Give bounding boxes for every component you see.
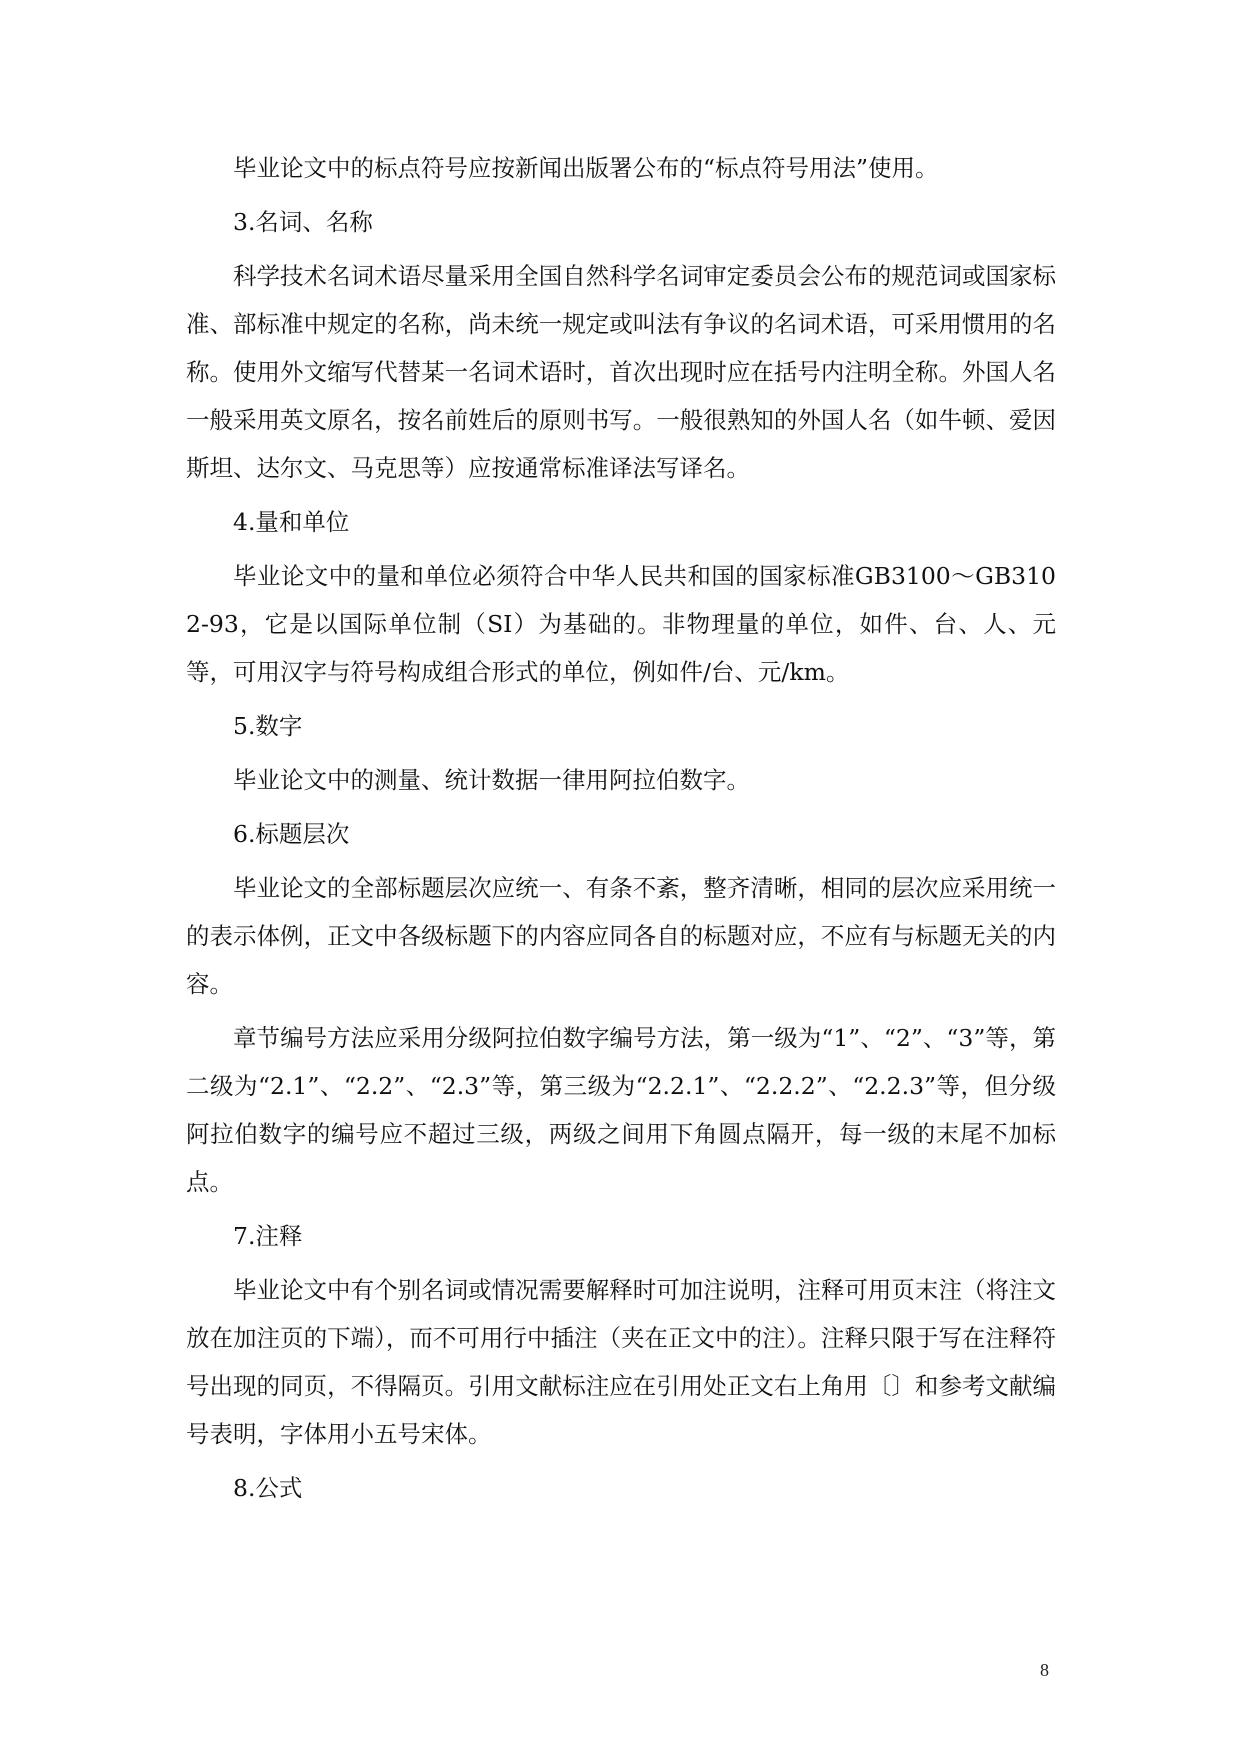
page-number: 8 [1040, 1660, 1049, 1680]
heading-quantities-units: 4.量和单位 [233, 508, 350, 536]
heading-annotations: 7.注释 [233, 1222, 303, 1250]
heading-terms-names: 3.名词、名称 [233, 208, 373, 236]
heading-numbers: 5.数字 [233, 712, 303, 740]
paragraph-section-numbering: 章节编号方法应采用分级阿拉伯数字编号方法，第一级为“1”、“2”、“3”等，第二级为“2.1”、“2.2”、“2.3”等，第三级为“2.2.1”、“2.2.2”、“2.2.3”等，但分级阿拉伯数字的编号应不超过三级，两级之间用下角圆点隔开，每一级的末尾不加标点。 [186, 1024, 1056, 1196]
body-text [186, 144, 1056, 1512]
paragraph-punctuation: 毕业论文中的标点符号应按新闻出版署公布的“标点符号用法”使用。 [233, 154, 939, 182]
paragraph-annotations: 毕业论文中有个别名词或情况需要解释时可加注说明，注释可用页末注（将注文放在加注页的下端），而不可用行中插注（夹在正文中的注）。注释只限于写在注释符号出现的同页，不得隔页。引用文献标注应在引用处正文右上角用〔〕和参考文献编号表明，字体用小五号宋体。 [186, 1276, 1056, 1448]
paragraph-terms-names: 科学技术名词术语尽量采用全国自然科学名词审定委员会公布的规范词或国家标准、部标准中规定的名称，尚未统一规定或叫法有争议的名词术语，可采用惯用的名称。使用外文缩写代替某一名词术语时，首次出现时应在括号内注明全称。外国人名一般采用英文原名，按名前姓后的原则书写。一般很熟知的外国人名（如牛顿、爱因斯坦、达尔文、马克思等）应按通常标准译法写译名。 [186, 262, 1056, 482]
heading-title-levels: 6.标题层次 [233, 820, 350, 848]
paragraph-quantities-units: 毕业论文中的量和单位必须符合中华人民共和国的国家标准GB3100～GB3102-93，它是以国际单位制（SI）为基础的。非物理量的单位，如件、台、人、元等，可用汉字与符号构成组合形式的单位，例如件/台、元/km。 [186, 562, 1056, 686]
paragraph-title-levels: 毕业论文的全部标题层次应统一、有条不紊，整齐清晰，相同的层次应采用统一的表示体例，正文中各级标题下的内容应同各自的标题对应，不应有与标题无关的内容。 [186, 874, 1056, 998]
paragraph-numbers: 毕业论文中的测量、统计数据一律用阿拉伯数字。 [233, 766, 750, 794]
heading-formulas: 8.公式 [233, 1474, 303, 1502]
